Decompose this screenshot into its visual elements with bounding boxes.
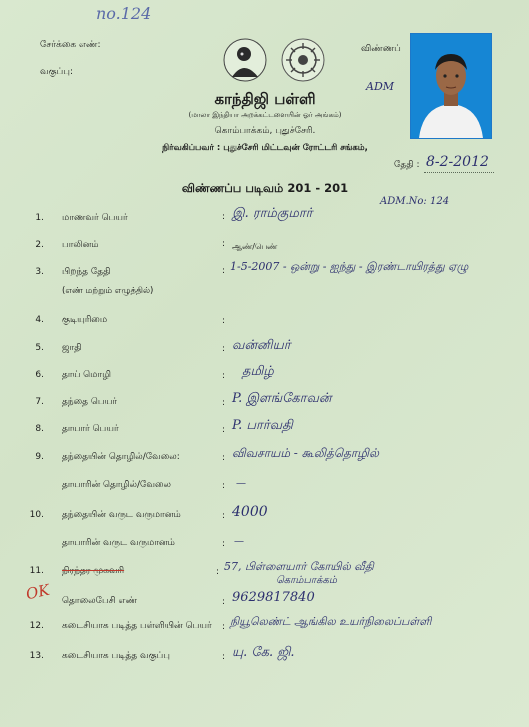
row-9b-label: தாயாரின் தொழில்/வேலை	[62, 480, 171, 490]
row-12-number: 12.	[29, 621, 44, 631]
adm-no-hand: ADM.No: 124	[380, 196, 450, 207]
phone-label: தொலைபேசி எண்	[62, 596, 138, 606]
row-10b-colon: :	[222, 539, 226, 549]
application-label: விண்ணப்	[361, 44, 401, 54]
school-name: காந்திஜி பள்ளி	[214, 90, 316, 108]
row-11-value-2: கொம்பாக்கம்	[276, 575, 337, 586]
row-6-label: தாய் மொழி	[62, 370, 111, 380]
row-9-number: 9.	[35, 452, 44, 462]
row-12-value: நியூலெண்ட் ஆங்கில உயர்நிலைப்பள்ளி	[230, 615, 432, 628]
row-1-label: மாணவர் பெயர்	[62, 213, 128, 223]
phone-colon: :	[222, 597, 226, 607]
managed-by: நிர்வகிப்பவர் : புதுச்சேரி மிட்டவுன் ரோட்டரி சங்கம்,	[162, 143, 368, 153]
row-7-value: P. இளங்கோவன்	[232, 391, 332, 406]
phone-value: 9629817840	[232, 590, 315, 605]
school-subtitle: (மாலா இந்தியா அறக்கட்டளையின் ஓர் அங்கம்)	[188, 111, 342, 119]
row-11-value: 57, பிள்ளையார் கோயில் வீதி	[224, 560, 374, 573]
row-7-number: 7.	[35, 397, 44, 407]
row-2-value: ஆண்/பெண்	[232, 242, 278, 251]
row-5-value: வன்னியர்	[232, 338, 291, 353]
row-10-value: 4000	[232, 504, 268, 520]
row-3-label-2: (எண் மற்றும் எழுத்தில்)	[62, 286, 154, 296]
row-6-colon: :	[222, 371, 226, 381]
adm-note: ADM	[366, 80, 395, 93]
row-12-colon: :	[222, 622, 226, 632]
row-10-colon: :	[222, 511, 226, 521]
gandhi-logo-icon	[222, 37, 268, 83]
admission-no-label: சேர்க்கை எண்:	[40, 40, 101, 50]
date-underline	[424, 172, 494, 173]
row-10-number: 10.	[29, 510, 44, 520]
row-11-label: நிரந்தர முகவரி	[62, 566, 125, 576]
row-1-number: 1.	[35, 213, 44, 223]
row-9-label: தந்தையின் தொழில்/வேலை:	[62, 452, 180, 462]
row-2-colon: :	[222, 239, 226, 249]
row-11-colon: :	[216, 567, 220, 577]
row-8-colon: :	[222, 425, 226, 435]
row-6-value: தமிழ்	[242, 364, 274, 379]
row-2-label: பாலினம்	[62, 240, 99, 250]
row-5-number: 5.	[35, 343, 44, 353]
row-8-label: தாயார் பெயர்	[62, 424, 119, 434]
ok-mark: OK	[24, 580, 52, 604]
row-9-colon: :	[222, 453, 226, 463]
row-9b-colon: :	[222, 481, 226, 491]
row-11-number: 11.	[29, 566, 44, 576]
row-2-number: 2.	[35, 240, 44, 250]
row-9-value: விவசாயம் - கூலித்தொழில்	[232, 446, 379, 460]
row-1-value: இ. ராம்குமார்	[232, 206, 313, 221]
date-value: 8-2-2012	[426, 154, 489, 170]
row-9b-value: —	[236, 478, 246, 489]
row-7-colon: :	[222, 398, 226, 408]
rotary-logo-icon	[280, 37, 326, 83]
row-6-number: 6.	[35, 370, 44, 380]
row-8-value: P. பார்வதி	[232, 418, 293, 433]
row-10b-label: தாயாரின் வருட வருமானம்	[62, 538, 175, 548]
school-address: கொம்பாக்கம், புதுச்சேரி.	[214, 126, 316, 136]
row-7-label: தந்தை பெயர்	[62, 397, 117, 407]
top-note: no.124	[96, 4, 152, 23]
row-13-colon: :	[222, 652, 226, 662]
form-title: விண்ணப்ப படிவம் 201 - 201	[181, 181, 349, 195]
row-13-number: 13.	[29, 651, 44, 661]
row-8-number: 8.	[35, 424, 44, 434]
row-13-label: கடைசியாக படித்த வகுப்பு	[62, 651, 170, 661]
row-4-number: 4.	[35, 315, 44, 325]
row-10b-value: —	[234, 536, 244, 547]
row-4-label: குடியுரிமை	[62, 315, 108, 325]
row-12-label: கடைசியாக படித்த பள்ளியின் பெயர்	[62, 621, 212, 631]
class-label: வகுப்பு:	[40, 67, 73, 77]
row-5-colon: :	[222, 344, 226, 354]
row-1-colon: :	[222, 212, 226, 222]
row-3-colon: :	[222, 266, 226, 276]
row-3-label: பிறந்த தேதி	[62, 267, 111, 277]
row-5-label: ஜாதி	[62, 343, 82, 353]
row-13-value: யு. கே. ஜி.	[232, 645, 295, 660]
date-label: தேதி :	[394, 160, 420, 170]
row-3-number: 3.	[35, 267, 44, 277]
row-3-value: 1-5-2007 - ஒன்று - ஐந்து - இரண்டாயிரத்து ஏழு	[230, 260, 469, 273]
student-photo	[410, 33, 492, 139]
row-4-colon: :	[222, 316, 226, 326]
row-10-label: தந்தையின் வருட வருமானம்	[62, 510, 181, 520]
